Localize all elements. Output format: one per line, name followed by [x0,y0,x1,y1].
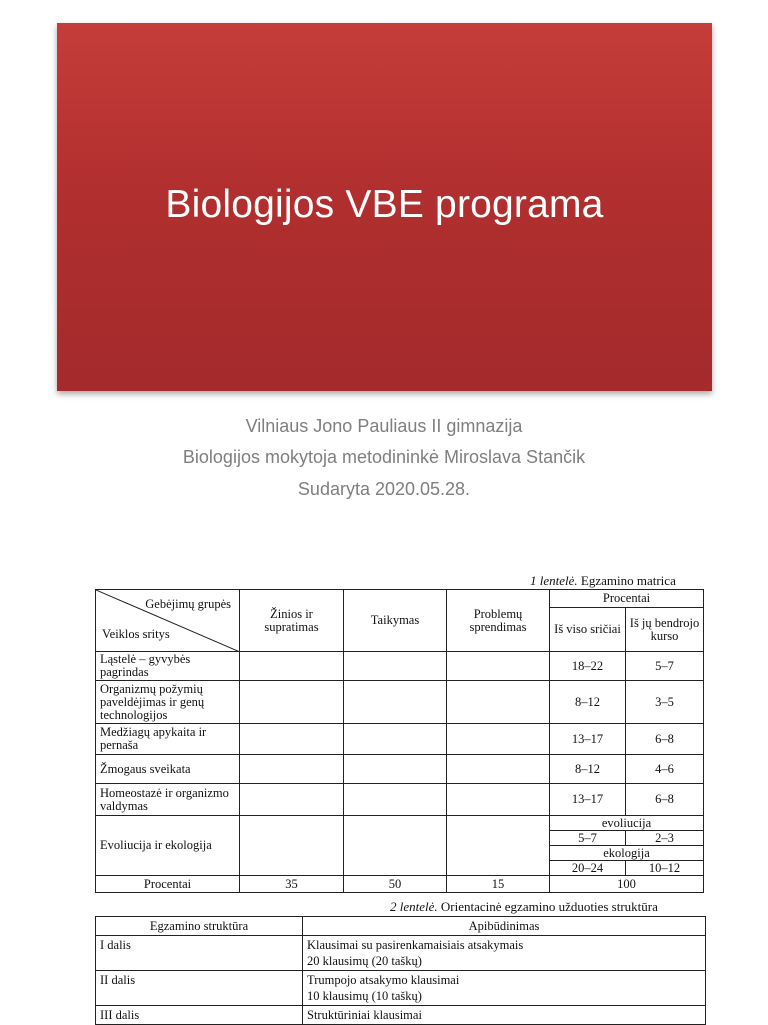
part-description: Struktūriniai klausimai [307,1008,422,1022]
exam-structure-table [95,916,706,1025]
row-total: 8–12 [550,755,626,784]
table-row [96,652,704,681]
col-header-application: Taikymas [344,590,447,652]
table2-caption-text: Orientacinė egzamino užduoties struktūra [437,899,658,914]
part-question-count: 10 klausimų (10 taškų) [307,989,422,1003]
part-label: III dalis [96,1006,303,1025]
row-total: 18–22 [550,652,626,681]
row-area: Ląstelė – gyvybės pagrindas [96,652,240,681]
table-row [96,681,704,724]
header-description: Apibūdinimas [303,917,706,936]
row-total: 13–17 [550,724,626,755]
table2-caption-number: 2 lentelė. [390,899,438,914]
matrix-corner-cell [96,590,240,652]
corner-activity-areas: Veiklos sritys [102,627,170,641]
table-row [96,755,704,784]
corner-skill-groups: Gebėjimų grupės [145,597,231,611]
row-area: Organizmų požymių paveldėjimas ir genų technologijos [96,681,240,724]
row-general: 4–6 [626,755,704,784]
row-general: 3–5 [626,681,704,724]
row-area: Medžiagų apykaita ir pernaša [96,724,240,755]
evolution-general: 2–3 [626,831,704,846]
part-question-count: 20 klausimų (20 taškų) [307,954,422,968]
evolution-label: evoliucija [550,816,704,831]
row-total: 8–12 [550,681,626,724]
footer-label: Procentai [96,876,240,893]
ecology-total: 20–24 [550,861,626,876]
col-header-knowledge: Žinios ir supratimas [240,590,344,652]
table-row [96,1006,706,1025]
table-footer-row [96,876,704,893]
evolution-total: 5–7 [550,831,626,846]
row-general: 5–7 [626,652,704,681]
table-row [96,724,704,755]
row-general: 6–8 [626,784,704,816]
table-row [96,936,706,971]
title-banner [57,23,712,391]
part-description: Klausimai su pasirenkamaisiais atsakymais [307,938,524,952]
table-row [96,816,704,831]
part-label: I dalis [96,936,303,971]
col-header-percentages: Procentai [550,590,704,608]
table-row [96,784,704,816]
table2-caption [390,899,658,915]
footer-total: 100 [550,876,704,893]
school-name: Vilniaus Jono Pauliaus II gimnazija [245,416,523,436]
ecology-label: ekologija [550,846,704,861]
col-header-problem-solving: Problemų sprendimas [447,590,550,652]
row-general: 6–8 [626,724,704,755]
row-area-evolution-ecology: Evoliucija ir ekologija [96,816,240,876]
footer-problem-solving: 15 [447,876,550,893]
row-total: 13–17 [550,784,626,816]
table1-caption-number: 1 lentelė. [530,573,578,588]
header-structure: Egzamino struktūra [96,917,303,936]
row-area: Žmogaus sveikata [96,755,240,784]
table1-caption-text: Egzamino matrica [577,573,676,588]
col-header-area-total: Iš viso sričiai [550,608,626,652]
exam-matrix-table [95,589,704,893]
col-header-general-course: Iš jų bendrojo kurso [626,608,704,652]
row-area: Homeostazė ir organizmo valdymas [96,784,240,816]
table1-caption [530,573,676,589]
slide-title: Biologijos VBE programa [165,183,604,226]
part-label: II dalis [96,971,303,1006]
table-row [96,971,706,1006]
table-header-row [96,917,706,936]
ecology-general: 10–12 [626,861,704,876]
footer-application: 50 [344,876,447,893]
footer-knowledge: 35 [240,876,344,893]
compiled-date: Sudaryta 2020.05.28. [297,479,471,499]
part-description: Trumpojo atsakymo klausimai [307,973,460,987]
teacher-name: Biologijos mokytoja metodininkė Miroslava Stančik [182,447,586,467]
